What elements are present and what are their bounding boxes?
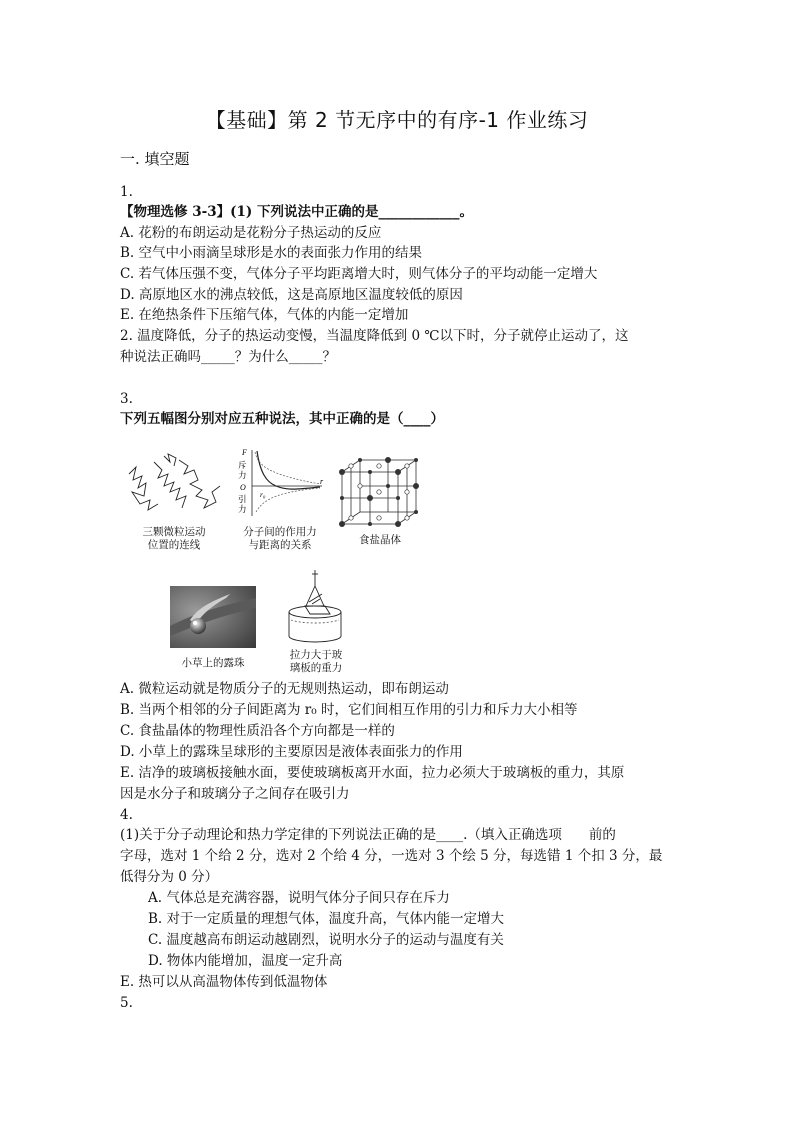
q3-option-a: A. 微粒运动就是物质分子的无规则热运动，即布朗运动 [120, 681, 449, 697]
q4-option-e: E. 热可以从高温物体传到低温物体 [120, 974, 328, 990]
brownian-motion-figure [124, 452, 224, 522]
q4-option-d: D. 物体内能增加，温度一定升高 [148, 953, 343, 969]
salt-caption: 食盐晶体 [359, 534, 401, 546]
q1-stem: 【物理选修 3-3】(1) 下列说法中正确的是____________。 [120, 204, 473, 220]
q1-option-e: E. 在绝热条件下压缩气体，气体的内能一定增加 [120, 307, 409, 323]
salt-crystal-figure [338, 456, 422, 528]
graph-label-repulsion-1: 斥 [238, 461, 247, 471]
glass-caption-2: 璃板的重力 [289, 662, 343, 674]
graph-label-f: F [242, 448, 247, 457]
q1-option-c: C. 若气体压强不变，气体分子平均距离增大时，则气体分子的平均动能一定增大 [120, 266, 598, 282]
q4-option-b: B. 对于一定质量的理想气体，温度升高，气体内能一定增大 [148, 911, 505, 927]
brownian-caption-2: 位置的连线 [147, 539, 201, 551]
graph-label-r0: r₀ [260, 490, 266, 499]
graph-label-attraction-1: 引 [238, 495, 247, 505]
q3-option-c: C. 食盐晶体的物理性质沿各个方向都是一样的 [120, 723, 395, 739]
q4-option-c: C. 温度越高布朗运动越剧烈，说明水分子的运动与温度有关 [148, 932, 504, 948]
q3-option-e-line-2: 因是水分子和玻璃分子之间存在吸引力 [120, 786, 350, 802]
graph-label-origin: O [240, 483, 246, 492]
q3-stem: 下列五幅图分别对应五种说法，其中正确的是（____） [120, 411, 444, 427]
q1-number: 1. [120, 184, 133, 200]
q4-option-a: A. 气体总是充满容器，说明气体分子间只存在斥力 [148, 890, 450, 906]
q3-option-b: B. 当两个相邻的分子间距离为 r₀ 时，它们间相互作用的引力和斥力大小相等 [120, 702, 578, 718]
graph-label-attraction-2: 力 [238, 505, 247, 515]
q3-number: 3. [120, 391, 133, 407]
dew-drop-figure [170, 586, 256, 648]
q1-option-b: B. 空气中小雨滴呈球形是水的表面张力作用的结果 [120, 245, 423, 261]
q4-stem-line-3: 低得分为 0 分） [120, 869, 219, 885]
q1-option-a: A. 花粉的布朗运动是花粉分子热运动的反应 [120, 225, 382, 241]
graph-label-r: r [320, 477, 324, 486]
force-distance-graph [236, 446, 328, 522]
force-caption-2: 与距离的关系 [248, 539, 312, 551]
q4-stem-line-1: (1)关于分子动理论和热力学定律的下列说法正确的是____.（填入正确选项 前的 [120, 827, 616, 843]
q3-option-d: D. 小草上的露珠呈球形的主要原因是液体表面张力的作用 [120, 744, 463, 760]
force-caption-1: 分子间的作用力 [243, 526, 317, 538]
page-title: 【基础】第 2 节无序中的有序-1 作业练习 [205, 108, 589, 132]
glass-plate-figure [284, 568, 346, 644]
q2-line-1: 2. 温度降低，分子的热运动变慢，当温度降低到 0 ℃以下时，分子就停止运动了，这 [120, 328, 629, 344]
q2-line-2: 种说法正确吗_____？为什么_____？ [120, 349, 336, 365]
q3-option-e-line-1: E. 洁净的玻璃板接触水面，要使玻璃板离开水面，拉力必须大于玻璃板的重力，其原 [120, 765, 625, 781]
dew-caption: 小草上的露珠 [181, 657, 245, 669]
q4-number: 4. [120, 807, 133, 823]
q4-stem-line-2: 字母，选对 1 个给 2 分，选对 2 个给 4 分，一选对 3 个绘 5 分，每选错 1 个扣 3 分，最 [120, 848, 663, 864]
brownian-caption-1: 三颗微粒运动 [142, 526, 206, 538]
q1-option-d: D. 高原地区水的沸点较低，这是高原地区温度较低的原因 [120, 287, 463, 303]
glass-caption-1: 拉力大于玻 [289, 649, 343, 661]
q5-number: 5. [120, 995, 133, 1011]
section-heading: 一. 填空题 [120, 150, 190, 168]
graph-label-repulsion-2: 力 [238, 471, 247, 481]
